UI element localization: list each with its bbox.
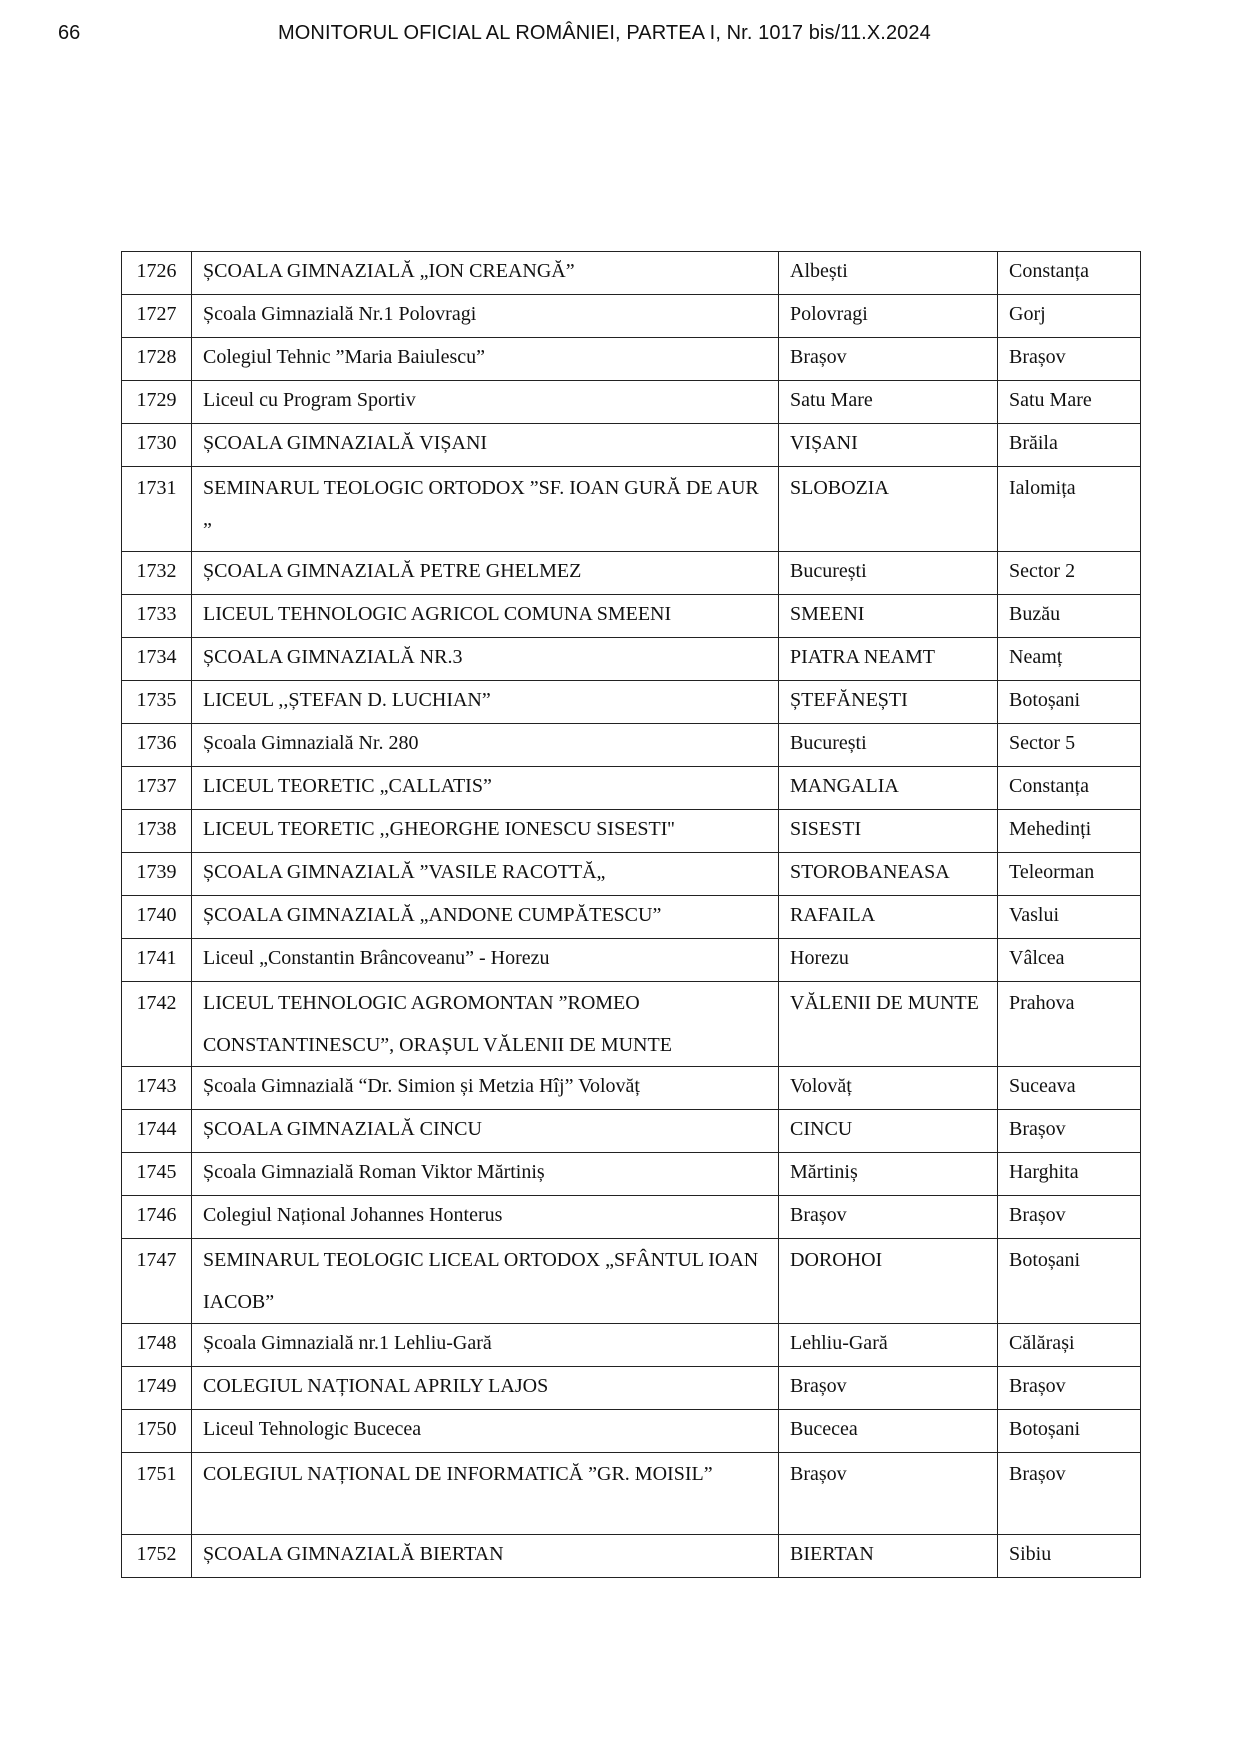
table-row bbox=[122, 381, 1141, 424]
row-number: 1735 bbox=[122, 681, 192, 724]
locality: Brașov bbox=[779, 338, 998, 381]
county: Sector 5 bbox=[998, 724, 1141, 767]
school-name: COLEGIUL NAȚIONAL DE INFORMATICĂ ”GR. MOISIL” bbox=[192, 1453, 779, 1535]
table-row bbox=[122, 1535, 1141, 1578]
row-number: 1731 bbox=[122, 467, 192, 552]
table-row bbox=[122, 1453, 1141, 1535]
county: Brăila bbox=[998, 424, 1141, 467]
school-name: Școala Gimnazială Nr.1 Polovragi bbox=[192, 295, 779, 338]
row-number: 1737 bbox=[122, 767, 192, 810]
school-name: COLEGIUL NAȚIONAL APRILY LAJOS bbox=[192, 1367, 779, 1410]
locality: SMEENI bbox=[779, 595, 998, 638]
school-name: LICEUL TEORETIC „CALLATIS” bbox=[192, 767, 779, 810]
table-row bbox=[122, 552, 1141, 595]
locality: BIERTAN bbox=[779, 1535, 998, 1578]
row-number: 1739 bbox=[122, 853, 192, 896]
school-name: ȘCOALA GIMNAZIALĂ VIȘANI bbox=[192, 424, 779, 467]
locality: Polovragi bbox=[779, 295, 998, 338]
row-number: 1727 bbox=[122, 295, 192, 338]
row-number: 1732 bbox=[122, 552, 192, 595]
county: Mehedinți bbox=[998, 810, 1141, 853]
school-name: SEMINARUL TEOLOGIC ORTODOX ”SF. IOAN GURĂ DE AUR ” bbox=[192, 467, 779, 552]
locality: Satu Mare bbox=[779, 381, 998, 424]
locality: PIATRA NEAMT bbox=[779, 638, 998, 681]
table-row bbox=[122, 1239, 1141, 1324]
row-number: 1728 bbox=[122, 338, 192, 381]
school-name: SEMINARUL TEOLOGIC LICEAL ORTODOX „SFÂNTUL IOAN IACOB” bbox=[192, 1239, 779, 1324]
row-number: 1743 bbox=[122, 1067, 192, 1110]
county: Constanța bbox=[998, 767, 1141, 810]
row-number: 1751 bbox=[122, 1453, 192, 1535]
school-name: ȘCOALA GIMNAZIALĂ NR.3 bbox=[192, 638, 779, 681]
row-number: 1734 bbox=[122, 638, 192, 681]
school-name: LICEUL TEHNOLOGIC AGRICOL COMUNA SMEENI bbox=[192, 595, 779, 638]
table-row bbox=[122, 1153, 1141, 1196]
school-name: Școala Gimnazială nr.1 Lehliu-Gară bbox=[192, 1324, 779, 1367]
school-name: Școala Gimnazială “Dr. Simion și Metzia Hîj” Volovăț bbox=[192, 1067, 779, 1110]
county: Prahova bbox=[998, 982, 1141, 1067]
table-row bbox=[122, 896, 1141, 939]
table-row bbox=[122, 1324, 1141, 1367]
school-name: ȘCOALA GIMNAZIALĂ CINCU bbox=[192, 1110, 779, 1153]
table-row bbox=[122, 939, 1141, 982]
county: Brașov bbox=[998, 1196, 1141, 1239]
locality: Volovăț bbox=[779, 1067, 998, 1110]
county: Teleorman bbox=[998, 853, 1141, 896]
locality: Albești bbox=[779, 252, 998, 295]
locality: VIȘANI bbox=[779, 424, 998, 467]
locality: București bbox=[779, 724, 998, 767]
county: Harghita bbox=[998, 1153, 1141, 1196]
table-row bbox=[122, 767, 1141, 810]
county: Vâlcea bbox=[998, 939, 1141, 982]
locality: RAFAILA bbox=[779, 896, 998, 939]
county: Neamț bbox=[998, 638, 1141, 681]
table-row bbox=[122, 1067, 1141, 1110]
locality: MANGALIA bbox=[779, 767, 998, 810]
county: Călărași bbox=[998, 1324, 1141, 1367]
county: Botoșani bbox=[998, 1239, 1141, 1324]
table-row bbox=[122, 724, 1141, 767]
school-name: ȘCOALA GIMNAZIALĂ „ION CREANGĂ” bbox=[192, 252, 779, 295]
row-number: 1742 bbox=[122, 982, 192, 1067]
school-name: Liceul „Constantin Brâncoveanu” - Horezu bbox=[192, 939, 779, 982]
school-name: LICEUL TEHNOLOGIC AGROMONTAN ”ROMEO CONSTANTINESCU”, ORAȘUL VĂLENII DE MUNTE bbox=[192, 982, 779, 1067]
table-row bbox=[122, 1110, 1141, 1153]
table-row bbox=[122, 595, 1141, 638]
locality: Bucecea bbox=[779, 1410, 998, 1453]
schools-table bbox=[121, 251, 1141, 1578]
locality: CINCU bbox=[779, 1110, 998, 1153]
row-number: 1752 bbox=[122, 1535, 192, 1578]
row-number: 1745 bbox=[122, 1153, 192, 1196]
county: Brașov bbox=[998, 1367, 1141, 1410]
county: Brașov bbox=[998, 1110, 1141, 1153]
table-row bbox=[122, 467, 1141, 552]
row-number: 1726 bbox=[122, 252, 192, 295]
row-number: 1740 bbox=[122, 896, 192, 939]
school-name: ȘCOALA GIMNAZIALĂ „ANDONE CUMPĂTESCU” bbox=[192, 896, 779, 939]
locality: DOROHOI bbox=[779, 1239, 998, 1324]
row-number: 1749 bbox=[122, 1367, 192, 1410]
school-name: Școala Gimnazială Nr. 280 bbox=[192, 724, 779, 767]
locality: Mărtiniș bbox=[779, 1153, 998, 1196]
table-row bbox=[122, 982, 1141, 1067]
row-number: 1730 bbox=[122, 424, 192, 467]
table-row bbox=[122, 638, 1141, 681]
row-number: 1748 bbox=[122, 1324, 192, 1367]
table-row bbox=[122, 853, 1141, 896]
county: Sector 2 bbox=[998, 552, 1141, 595]
locality: Horezu bbox=[779, 939, 998, 982]
row-number: 1733 bbox=[122, 595, 192, 638]
school-name: ȘCOALA GIMNAZIALĂ PETRE GHELMEZ bbox=[192, 552, 779, 595]
county: Vaslui bbox=[998, 896, 1141, 939]
county: Constanța bbox=[998, 252, 1141, 295]
table-row bbox=[122, 1410, 1141, 1453]
locality: Brașov bbox=[779, 1453, 998, 1535]
county: Ialomița bbox=[998, 467, 1141, 552]
table-row bbox=[122, 810, 1141, 853]
school-name: LICEUL TEORETIC ,,GHEORGHE IONESCU SISESTI'' bbox=[192, 810, 779, 853]
county: Satu Mare bbox=[998, 381, 1141, 424]
school-name: Școala Gimnazială Roman Viktor Mărtiniș bbox=[192, 1153, 779, 1196]
page-number: 66 bbox=[58, 22, 81, 44]
locality: SISESTI bbox=[779, 810, 998, 853]
row-number: 1729 bbox=[122, 381, 192, 424]
school-name: Colegiul Național Johannes Honterus bbox=[192, 1196, 779, 1239]
locality: STOROBANEASA bbox=[779, 853, 998, 896]
school-name: Liceul cu Program Sportiv bbox=[192, 381, 779, 424]
locality: VĂLENII DE MUNTE bbox=[779, 982, 998, 1067]
school-name: ȘCOALA GIMNAZIALĂ BIERTAN bbox=[192, 1535, 779, 1578]
row-number: 1747 bbox=[122, 1239, 192, 1324]
locality: București bbox=[779, 552, 998, 595]
school-name: Colegiul Tehnic ”Maria Baiulescu” bbox=[192, 338, 779, 381]
county: Suceava bbox=[998, 1067, 1141, 1110]
table-row bbox=[122, 338, 1141, 381]
county: Gorj bbox=[998, 295, 1141, 338]
table-row bbox=[122, 424, 1141, 467]
school-name: LICEUL ,,ȘTEFAN D. LUCHIAN” bbox=[192, 681, 779, 724]
school-name: Liceul Tehnologic Bucecea bbox=[192, 1410, 779, 1453]
county: Brașov bbox=[998, 338, 1141, 381]
row-number: 1738 bbox=[122, 810, 192, 853]
page-header-title: MONITORUL OFICIAL AL ROMÂNIEI, PARTEA I, Nr. 1017 bis/11.X.2024 bbox=[278, 22, 931, 44]
table-row bbox=[122, 681, 1141, 724]
row-number: 1736 bbox=[122, 724, 192, 767]
row-number: 1746 bbox=[122, 1196, 192, 1239]
locality: Brașov bbox=[779, 1367, 998, 1410]
table-row bbox=[122, 1196, 1141, 1239]
row-number: 1750 bbox=[122, 1410, 192, 1453]
county: Brașov bbox=[998, 1453, 1141, 1535]
locality: Brașov bbox=[779, 1196, 998, 1239]
school-name: ȘCOALA GIMNAZIALĂ ”VASILE RACOTTĂ„ bbox=[192, 853, 779, 896]
row-number: 1741 bbox=[122, 939, 192, 982]
county: Botoșani bbox=[998, 1410, 1141, 1453]
locality: ȘTEFĂNEȘTI bbox=[779, 681, 998, 724]
table-row bbox=[122, 252, 1141, 295]
row-number: 1744 bbox=[122, 1110, 192, 1153]
table-row bbox=[122, 1367, 1141, 1410]
county: Sibiu bbox=[998, 1535, 1141, 1578]
county: Buzău bbox=[998, 595, 1141, 638]
locality: SLOBOZIA bbox=[779, 467, 998, 552]
table-row bbox=[122, 295, 1141, 338]
county: Botoșani bbox=[998, 681, 1141, 724]
locality: Lehliu-Gară bbox=[779, 1324, 998, 1367]
